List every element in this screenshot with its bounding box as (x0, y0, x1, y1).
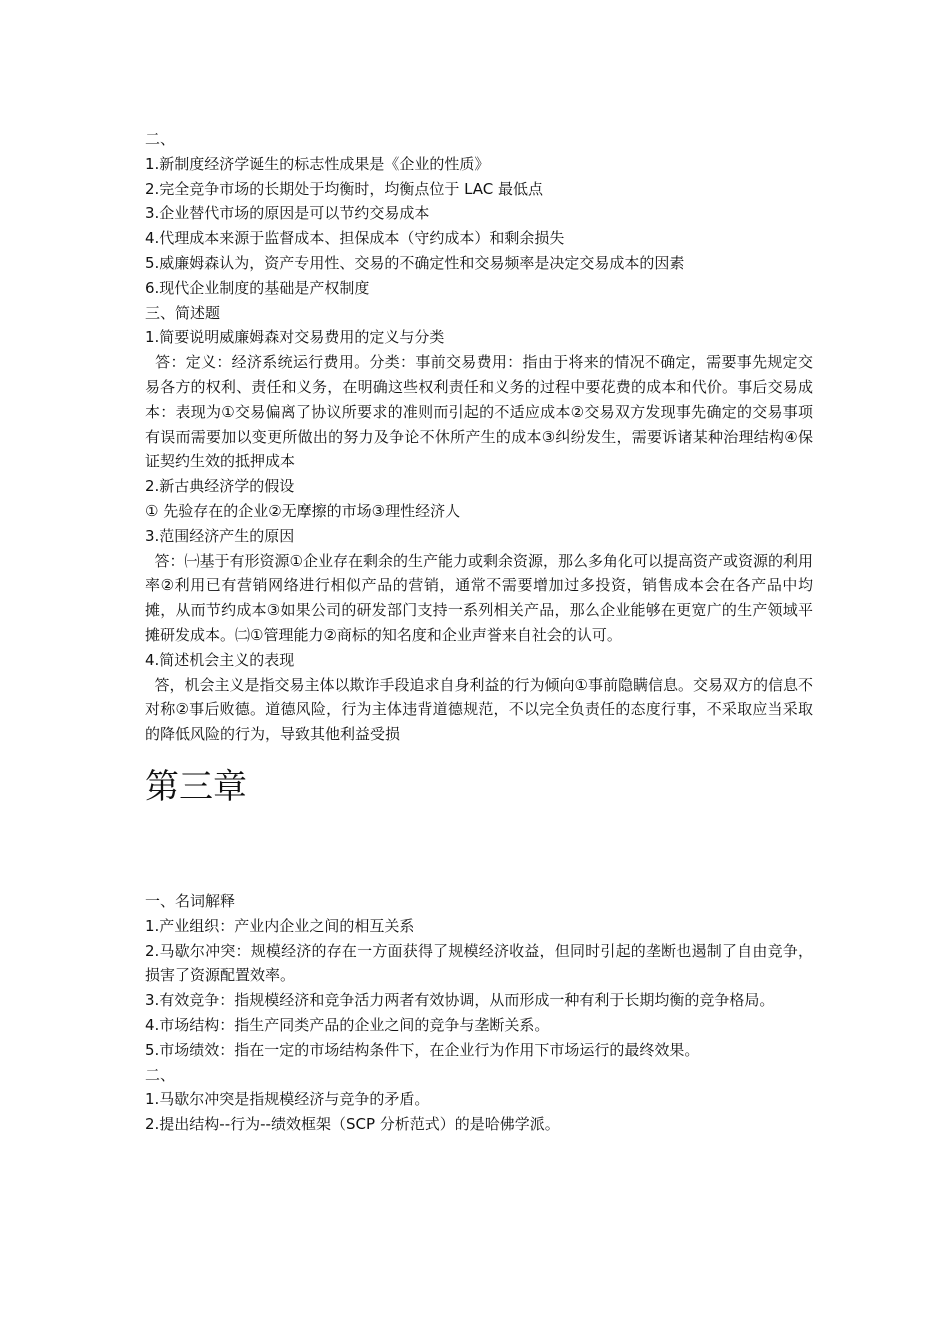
section-heading: 二、 (145, 1065, 176, 1084)
answer: 答：定义：经济系统运行费用。分类：事前交易费用：指由于将来的情况不确定，需要事先规定交易各方的权利、责任和义务，在明确这些权利责任和义务的过程中要花费的成本和代价。事后交易成本：表现为①交易偏离了协议所要求的准则而引起的不适应成本②交易双方发现事先确定的交易事项有误而需要加以变更所做出的努力及争论不休所产生的成本③纠纷发生，需要诉诸某种治理结构④保证契约生效的抵押成本 (145, 353, 813, 471)
question: 3.范围经济产生的原因 (145, 526, 295, 545)
chapter-title: 第三章 (145, 766, 247, 807)
section-heading: 三、简述题 (145, 303, 221, 322)
list-item: 4.代理成本来源于监督成本、担保成本（守约成本）和剩余损失 (145, 229, 565, 248)
list-item: 2.马歇尔冲突：规模经济的存在一方面获得了规模经济收益，但同时引起的垄断也遏制了自由竞争，损害了资源配置效率。 (145, 941, 813, 985)
answer: 答：㈠基于有形资源①企业存在剩余的生产能力或剩余资源，那么多角化可以提高资产或资源的利用率②利用已有营销网络进行相似产品的营销，通常不需要增加过多投资，销售成本会在各产品中均摊，从而节约成本③如果公司的研发部门支持一系列相关产品，那么企业能够在更宽广的生产领域平摊研发成本。㈡①管理能力②商标的知名度和企业声誉来自社会的认可。 (145, 551, 813, 644)
list-item: 2.提出结构--行为--绩效框架（SCP 分析范式）的是哈佛学派。 (145, 1115, 560, 1134)
answer: ① 先验存在的企业②无摩擦的市场③理性经济人 (145, 501, 461, 520)
list-item: 6.现代企业制度的基础是产权制度 (145, 278, 370, 297)
section-fill-in-2 (145, 1063, 813, 1137)
section-heading: 二、 (145, 130, 176, 148)
list-item: 1.新制度经济学诞生的标志性成果是《企业的性质》 (145, 154, 490, 173)
answer: 答，机会主义是指交易主体以欺诈手段追求自身利益的行为倾向①事前隐瞒信息。交易双方的信息不对称②事后败德。道德风险，行为主体违背道德规范，不以完全负责任的态度行事，不采取应当采取的降低风险的行为，导致其他利益受损 (145, 675, 813, 744)
list-item: 3.有效竞争：指规模经济和竞争活力两者有效协调，从而形成一种有利于长期均衡的竞争格局。 (145, 991, 775, 1010)
document-page (145, 127, 813, 1137)
section-fill-in (145, 127, 813, 301)
section-short-answer (145, 301, 813, 747)
list-item: 5.市场绩效：指在一定的市场结构条件下，在企业行为作用下市场运行的最终效果。 (145, 1040, 700, 1059)
list-item: 1.产业组织：产业内企业之间的相互关系 (145, 916, 415, 935)
question: 2.新古典经济学的假设 (145, 477, 295, 496)
list-item: 3.企业替代市场的原因是可以节约交易成本 (145, 204, 430, 223)
question: 4.简述机会主义的表现 (145, 650, 295, 669)
question: 1.简要说明威廉姆森对交易费用的定义与分类 (145, 328, 445, 347)
list-item: 2.完全竞争市场的长期处于均衡时，均衡点位于 LAC 最低点 (145, 179, 544, 198)
list-item: 4.市场结构：指生产同类产品的企业之间的竞争与垄断关系。 (145, 1015, 550, 1034)
list-item: 1.马歇尔冲突是指规模经济与竞争的矛盾。 (145, 1090, 430, 1109)
spacer (145, 807, 813, 889)
list-item: 5.威廉姆森认为，资产专用性、交易的不确定性和交易频率是决定交易成本的因素 (145, 253, 685, 272)
section-heading: 一、名词解释 (145, 891, 236, 910)
section-terms (145, 889, 813, 1063)
